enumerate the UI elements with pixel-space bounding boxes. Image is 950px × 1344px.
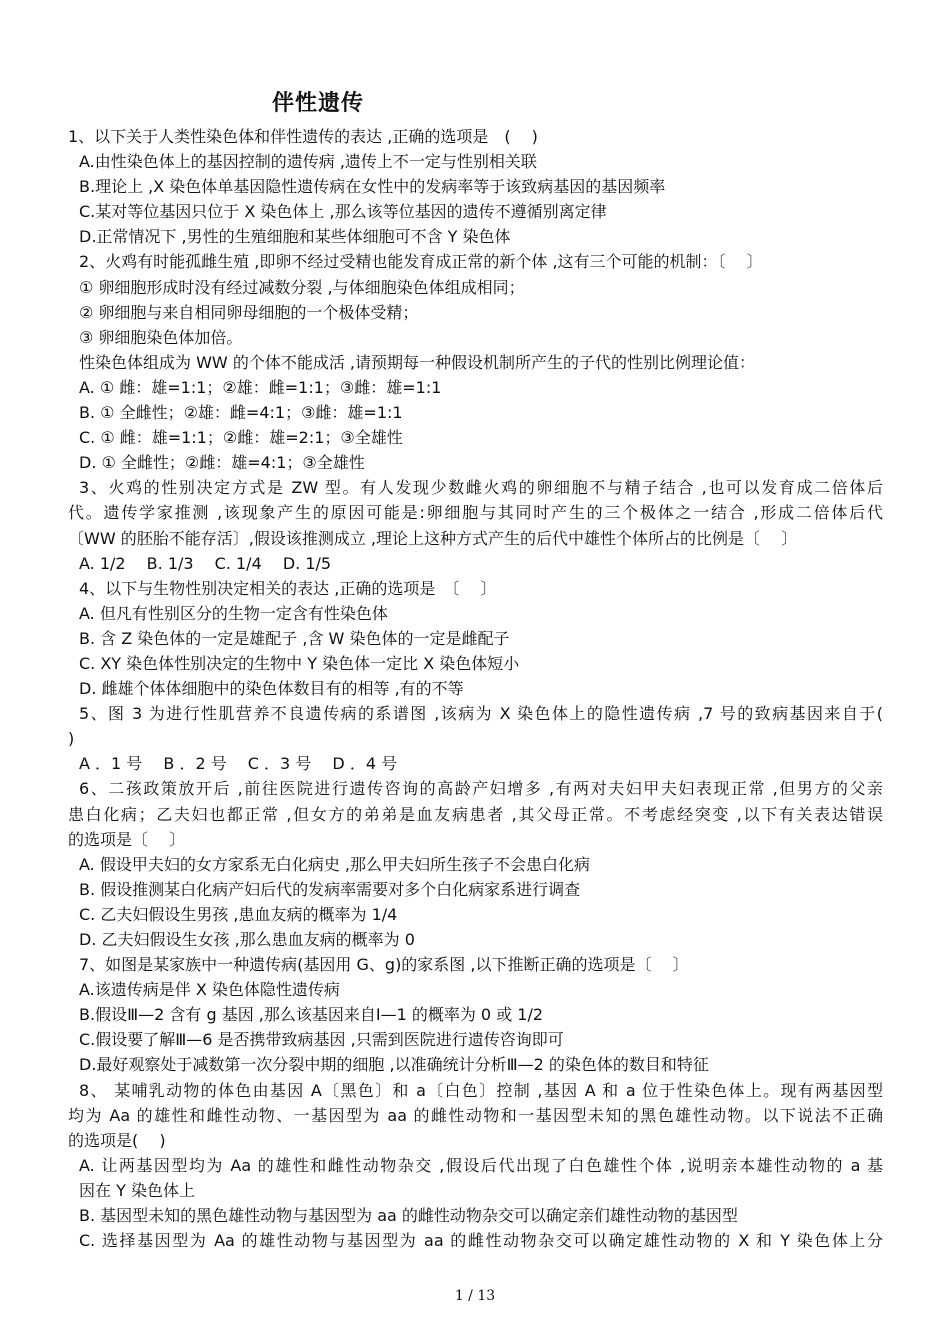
question-1-option-b: B.理论上 ,X 染色体单基因隐性遗传病在女性中的发病率等于该致病基因的基因频率 (79, 177, 666, 197)
question-7-option-d: D.最好观察处于减数第一次分裂中期的细胞 ,以准确统计分析Ⅲ—2 的染色体的数目和特征 (79, 1055, 709, 1075)
question-4-option-b: B. 含 Z 染色体的一定是雄配子 ,含 W 染色体的一定是雌配子 (79, 628, 510, 648)
question-2-option-d: D. ① 全雌性；②雌：雄=4:1；③全雄性 (79, 453, 365, 473)
question-5-options: A ．1 号 B ．2 号 C ．3 号 D ．4 号 (79, 754, 398, 774)
question-8-stem-cont: 均为 Aa 的雄性和雌性动物、一基因型为 aa 的雌性动物和一基因型未知的黑色雄性动物。以下说法不正确 (68, 1105, 883, 1125)
question-8-option-a-cont: 因在 Y 染色体上 (79, 1180, 195, 1200)
question-2-stem: 2、火鸡有时能孤雌生殖 ,即卵不经过受精也能发育成正常的新个体 ,这有三个可能的机制：〔 〕 (79, 252, 763, 272)
question-4-option-d: D. 雌雄个体体细胞中的染色体数目有的相等 ,有的不等 (79, 679, 464, 699)
question-8-stem: 8、 某哺乳动物的体色由基因 A〔黑色〕和 a〔白色〕控制 ,基因 A 和 a 位于性染色体上。现有两基因型 (79, 1080, 883, 1100)
question-6-option-a: A. 假设甲夫妇的女方家系无白化病史 ,那么甲夫妇所生孩子不会患白化病 (79, 854, 591, 874)
question-1-option-a: A.由性染色体上的基因控制的遗传病 ,遗传上不一定与性别相关联 (79, 152, 537, 172)
question-6-option-b: B. 假设推测某白化病产妇后代的发病率需要对多个白化病家系进行调查 (79, 879, 581, 899)
question-2-option-a: A. ① 雌：雄=1:1；②雄：雌=1:1；③雌：雄=1:1 (79, 377, 442, 397)
document-body (68, 124, 883, 1253)
question-4-stem: 4、以下与生物性别决定相关的表达 ,正确的选项是 〔 〕 (79, 578, 497, 598)
question-3-options: A. 1/2 B. 1/3 C. 1/4 D. 1/5 (79, 553, 332, 573)
question-7-stem: 7、如图是某家族中一种遗传病(基因用 G、g)的家系图 ,以下推断正确的选项是〔 〕 (79, 955, 689, 975)
question-2-mechanism-1: ① 卵细胞形成时没有经过减数分裂 ,与体细胞染色体组成相同； (79, 277, 525, 297)
question-8-option-a: A. 让两基因型均为 Aa 的雄性和雌性动物杂交 ,假设后代出现了白色雄性个体 ,说明亲本雄性动物的 a 基 (79, 1155, 883, 1175)
question-4-option-a: A. 但凡有性别区分的生物一定含有性染色体 (79, 603, 388, 623)
question-2-option-b: B. ① 全雌性；②雄：雌=4:1；③雌：雄=1:1 (79, 403, 403, 423)
question-8-option-c: C. 选择基因型为 Aa 的雄性动物与基因型为 aa 的雌性动物杂交可以确定雄性动物的 X 和 Y 染色体上分 (79, 1231, 883, 1251)
question-3-stem: 3、火鸡的性别决定方式是 ZW 型。有人发现少数雌火鸡的卵细胞不与精子结合 ,也可以发育成二倍体后 (79, 478, 883, 498)
question-5-stem-cont: ) (68, 729, 75, 749)
question-2-option-c: C. ① 雌：雄=1:1；②雌：雄=2:1；③全雄性 (79, 428, 403, 448)
question-6-option-d: D. 乙夫妇假设生女孩 ,那么患血友病的概率为 0 (79, 930, 415, 949)
question-7-option-c: C.假设要了解Ⅲ—6 是否携带致病基因 ,只需到医院进行遗传咨询即可 (79, 1030, 564, 1050)
question-1-option-c: C.某对等位基因只位于 X 染色体上 ,那么该等位基因的遗传不遵循别离定律 (79, 202, 607, 222)
question-2-prompt: 性染色体组成为 WW 的个体不能成活 ,请预期每一种假设机制所产生的子代的性别比例理论值： (79, 352, 755, 372)
question-7-option-b: B.假设Ⅲ—2 含有 g 基因 ,那么该基因来自Ⅰ—1 的概率为 0 或 1/2 (79, 1005, 544, 1025)
question-1-stem: 1、以下关于人类性染色体和伴性遗传的表达 ,正确的选项是 ( ) (68, 127, 538, 146)
question-2-mechanism-2: ② 卵细胞与来自相同卵母细胞的一个极体受精； (79, 302, 419, 322)
page-number: 1 / 13 (454, 1288, 496, 1304)
question-6-stem: 6、二孩政策放开后 ,前往医院进行遗传咨询的高龄产妇增多 ,有两对夫妇甲夫妇表现正常 ,但男方的父亲 (79, 779, 883, 799)
question-6-stem-cont: 患白化病；乙夫妇也都正常 ,但女方的弟弟是血友病患者 ,其父母正常。不考虑经突变 ,以下有关表达错误 (68, 804, 883, 824)
question-1-option-d: D.正常情况下 ,男性的生殖细胞和某些体细胞可不含 Y 染色体 (79, 227, 511, 247)
question-6-stem-cont: 的选项是〔 〕 (68, 829, 186, 849)
question-3-stem-cont: 〔WW 的胚胎不能存活〕,假设该推测成立 ,理论上这种方式产生的后代中雄性个体所占的比例是〔 〕 (68, 528, 798, 548)
question-2-mechanism-3: ③ 卵细胞染色体加倍。 (79, 327, 243, 347)
question-5-stem: 5、图 3 为进行性肌营养不良遗传病的系谱图 ,该病为 X 染色体上的隐性遗传病 ,7 号的致病基因来自于( (79, 704, 883, 724)
question-8-stem-cont: 的选项是( ) (68, 1130, 166, 1150)
question-8-option-b: B. 基因型未知的黑色雄性动物与基因型为 aa 的雌性动物杂交可以确定亲们雄性动物的基因型 (79, 1206, 738, 1226)
question-7-option-a: A.该遗传病是伴 X 染色体隐性遗传病 (79, 980, 340, 1000)
question-3-stem-cont: 代。遗传学家推测 ,该现象产生的原因可能是:卵细胞与其同时产生的三个极体之一结合 ,形成二倍体后代 (68, 503, 883, 523)
page-title: 伴性遗传 (272, 91, 365, 116)
question-4-option-c: C. XY 染色体性别决定的生物中 Y 染色体一定比 X 染色体短小 (79, 653, 520, 673)
question-6-option-c: C. 乙夫妇假设生男孩 ,患血友病的概率为 1/4 (79, 904, 398, 924)
